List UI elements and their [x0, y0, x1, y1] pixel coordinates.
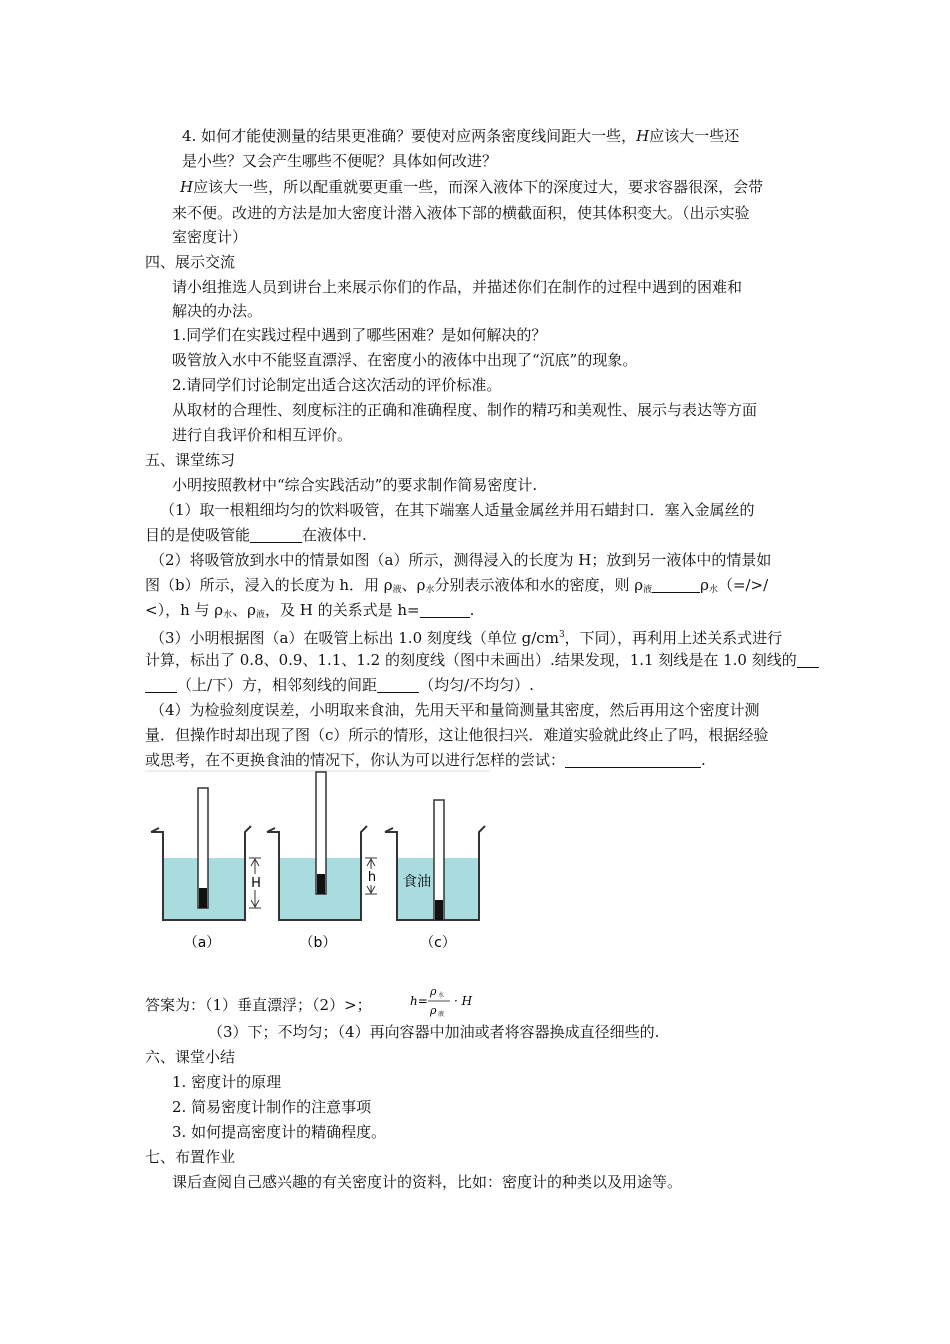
formula-numerator-sub: 水	[438, 992, 445, 999]
beaker-b	[267, 772, 379, 951]
answer-blank	[377, 678, 419, 693]
s5-part4-line1: （4）为检验刻度误差，小明取来食油，先用天平和量筒测量其密度，然后再用这个密度计测	[150, 701, 760, 719]
s4-paragraph-line1: 请小组推选人员到讲台上来展示你们的作品，并描述你们在制作的过程中遇到的困难和	[172, 278, 743, 296]
caption-c: （c）	[420, 935, 456, 951]
s5-part3-line2: 计算，标出了 0.8、0.9、1.1、1.2 的刻度线（图中未画出）.结果发现，1.1 刻线是在 1.0 刻线的	[145, 650, 819, 670]
answer-blank	[420, 603, 470, 618]
section-6-heading: 六、课堂小结	[145, 1048, 236, 1066]
s5-part2-line1: （2）将吸管放到水中的情景如图（a）所示，测得浸入的长度为 H；放到另一液体中的情景如	[150, 551, 772, 569]
s5-part4-line2: 量．但操作时却出现了图（c）所示的情形，这让他很扫兴．难道实验就此终止了吗，根据经验	[145, 726, 769, 744]
beaker-c	[385, 800, 485, 951]
answer-line1: 答案为：（1）垂直漂浮；（2）>；	[145, 996, 372, 1014]
s4-question2: 2.请同学们讨论制定出适合这次活动的评价标准。	[172, 376, 502, 394]
beaker-a	[151, 788, 263, 951]
formula-numerator: ρ	[430, 985, 437, 998]
section-4-heading: 四、展示交流	[145, 253, 236, 271]
s5-part2-line3: <），h 与 $\rho_水$、$\rho_液$，及 H 的关系式是 h= .	[145, 601, 475, 620]
s6-item2: 2. 简易密度计制作的注意事项	[172, 1098, 372, 1116]
s5-part1-line1: （1）取一根粗细均匀的饮料吸管，在其下端塞人适量金属丝并用石蜡封口．塞入金属丝的	[160, 501, 755, 519]
s4-question1: 1.同学们在实践过程中遇到了哪些困难？是如何解决的？	[172, 326, 547, 344]
s4-paragraph-line2: 解决的办法。	[172, 302, 263, 320]
formula-H: · H	[454, 994, 473, 1008]
weight-b	[317, 874, 325, 894]
section-7-heading: 七、布置作业	[145, 1148, 236, 1166]
answer-blank	[145, 678, 177, 693]
answer-blank	[797, 653, 819, 668]
q4-answer-line1: H应该大一些，所以配重就要更重一些，而深入液体下的深度过大，要求容器很深，会带	[180, 178, 764, 196]
caption-b: （b）	[299, 935, 337, 951]
q4-question-line1: 4. 如何才能使测量的结果更准确？要使对应两条密度线间距大一些，H应该大一些还	[182, 127, 740, 145]
caption-a: （a）	[183, 935, 221, 951]
q4-question-line2: 是小些？又会产生哪些不便呢？具体如何改进？	[182, 152, 498, 170]
answer-blank	[652, 578, 700, 593]
answer-blank	[565, 753, 701, 768]
weight-c	[435, 900, 443, 920]
s5-intro: 小明按照教材中“综合实践活动”的要求制作简易密度计.	[172, 476, 538, 494]
s5-part3-line3: （上/下）方，相邻刻线的间距 （均匀/不均匀）.	[145, 675, 534, 695]
s5-part3-line1: （3）小明根据图（a）在吸管上标出 1.0 刻度线（单位 $g/cm^3$，下同），再利用上述关系式进行	[150, 629, 783, 647]
section-5-heading: 五、课堂练习	[145, 451, 236, 469]
s6-item3: 3. 如何提高密度计的精确程度。	[172, 1123, 387, 1141]
s5-part1-line2: 目的是使吸管能 在液体中.	[145, 526, 367, 544]
s6-item1: 1. 密度计的原理	[172, 1073, 282, 1091]
weight-a	[199, 888, 207, 908]
s4-answer2-line1: 从取材的合理性、刻度标注的正确和准确程度、制作的精巧和美观性、展示与表达等方面	[172, 401, 758, 419]
answer-formula	[408, 982, 488, 1020]
s4-answer2-line2: 进行自我评价和相互评价。	[172, 426, 353, 444]
label-oil: 食油	[403, 874, 431, 890]
label-h: h	[367, 870, 377, 885]
formula-denominator-sub: 液	[438, 1011, 445, 1018]
formula-denominator: ρ	[430, 1004, 437, 1017]
q4-answer-line2: 来不便。改进的方法是加大密度计潜入液体下部的横截面积，使其体积变大。（出示实验	[172, 204, 750, 222]
s5-part2-line2: 图（b）所示，浸入的长度为 h．用 $\rho_液$、$\rho_水$分别表示液体和水的密度，则 $\rho_液$ $\rho_水(=/>/$	[145, 576, 769, 595]
answer-blank	[250, 528, 302, 543]
s7-paragraph: 课后查阅自己感兴趣的有关密度计的资料，比如：密度计的种类以及用途等。	[172, 1173, 683, 1191]
density-meter-figure	[145, 770, 495, 960]
answer-line2: （3）下；不均匀；（4）再向容器中加油或者将容器换成直径细些的.	[208, 1023, 660, 1041]
formula-h: h=	[410, 994, 428, 1008]
label-H: H	[251, 876, 261, 891]
s5-part4-line3: 或思考，在不更换食油的情况下，你认为可以进行怎样的尝试： .	[145, 751, 706, 769]
q4-answer-line3: 室密度计）	[172, 228, 248, 246]
s4-answer1: 吸管放入水中不能竖直漂浮、在密度小的液体中出现了“沉底”的现象。	[172, 351, 638, 369]
